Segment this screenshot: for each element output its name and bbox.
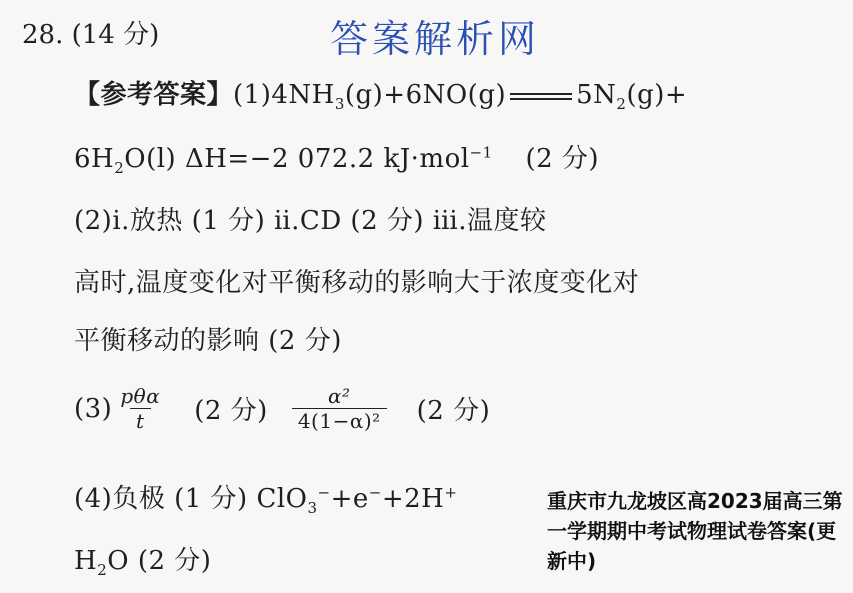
p1-line2-b: O(l) ΔH=−2 072.2 kJ·mol bbox=[124, 144, 470, 174]
fraction-2-numerator: α² bbox=[327, 384, 351, 408]
p4-line2-b: O (2 分) bbox=[107, 546, 212, 576]
answer-line-3: (2)ⅰ.放热 (1 分) ⅱ.CD (2 分) ⅲ.温度较 bbox=[74, 206, 547, 236]
fraction-1 bbox=[116, 384, 164, 433]
p4-h2o-sub: 2 bbox=[97, 561, 108, 580]
answer-label: 【参考答案】 bbox=[74, 80, 234, 110]
p1-line2-a: 6H bbox=[74, 144, 115, 174]
p4-a: (4)负极 (1 分) ClO bbox=[74, 484, 308, 514]
p3-prefix: (3) bbox=[74, 393, 113, 424]
watermark-top: 答案解析网 bbox=[330, 17, 541, 61]
question-number-text: 28. bbox=[22, 20, 64, 50]
p3-points-2: (2 分) bbox=[416, 396, 491, 426]
answer-line-4: 高时,温度变化对平衡移动的影响大于浓度变化对 bbox=[74, 268, 640, 298]
fraction-2-denominator: 4(1−α)² bbox=[292, 408, 387, 433]
overlay-title: 重庆市九龙坡区高2023届高三第一学期期中考试物理试卷答案(更新中) bbox=[547, 489, 843, 573]
p1-n2-sub: 2 bbox=[616, 95, 627, 114]
p4-c: +2H bbox=[381, 484, 445, 514]
p1-part-d: (g)+ bbox=[626, 80, 688, 110]
question-points: (14 分) bbox=[71, 20, 160, 50]
answer-line-8 bbox=[74, 540, 211, 579]
p1-h2-sub: 2 bbox=[114, 159, 125, 178]
equation-arrow bbox=[510, 93, 572, 100]
p1-line2-sup: −1 bbox=[469, 143, 493, 162]
p3-points-1: (2 分) bbox=[194, 396, 268, 426]
answer-line-1 bbox=[74, 74, 687, 113]
answer-line-7 bbox=[74, 478, 457, 517]
p1-part-b: (g)+6NO(g) bbox=[344, 80, 507, 110]
fraction-2 bbox=[292, 384, 387, 433]
p1-part-c: 5N bbox=[576, 80, 617, 110]
p1-nh3-sub: 3 bbox=[334, 95, 345, 114]
answer-line-2 bbox=[74, 138, 599, 177]
fraction-1-denominator: t bbox=[130, 408, 151, 433]
p4-b: +e bbox=[330, 484, 369, 514]
p4-line2-a: H bbox=[74, 546, 98, 576]
p4-clo-sub: 3 bbox=[307, 499, 318, 518]
p4-clo-sup: − bbox=[317, 483, 331, 502]
answer-line-5: 平衡移动的影响 (2 分) bbox=[74, 326, 342, 356]
p4-e-sup: − bbox=[368, 483, 382, 502]
answer-line-6 bbox=[74, 384, 490, 433]
p1-line2-points: (2 分) bbox=[525, 144, 600, 174]
fraction-1-numerator: pθα bbox=[120, 384, 161, 408]
p4-h-sup: + bbox=[444, 483, 458, 502]
p1-part-a: (1)4NH bbox=[233, 80, 335, 110]
question-number bbox=[22, 14, 159, 51]
